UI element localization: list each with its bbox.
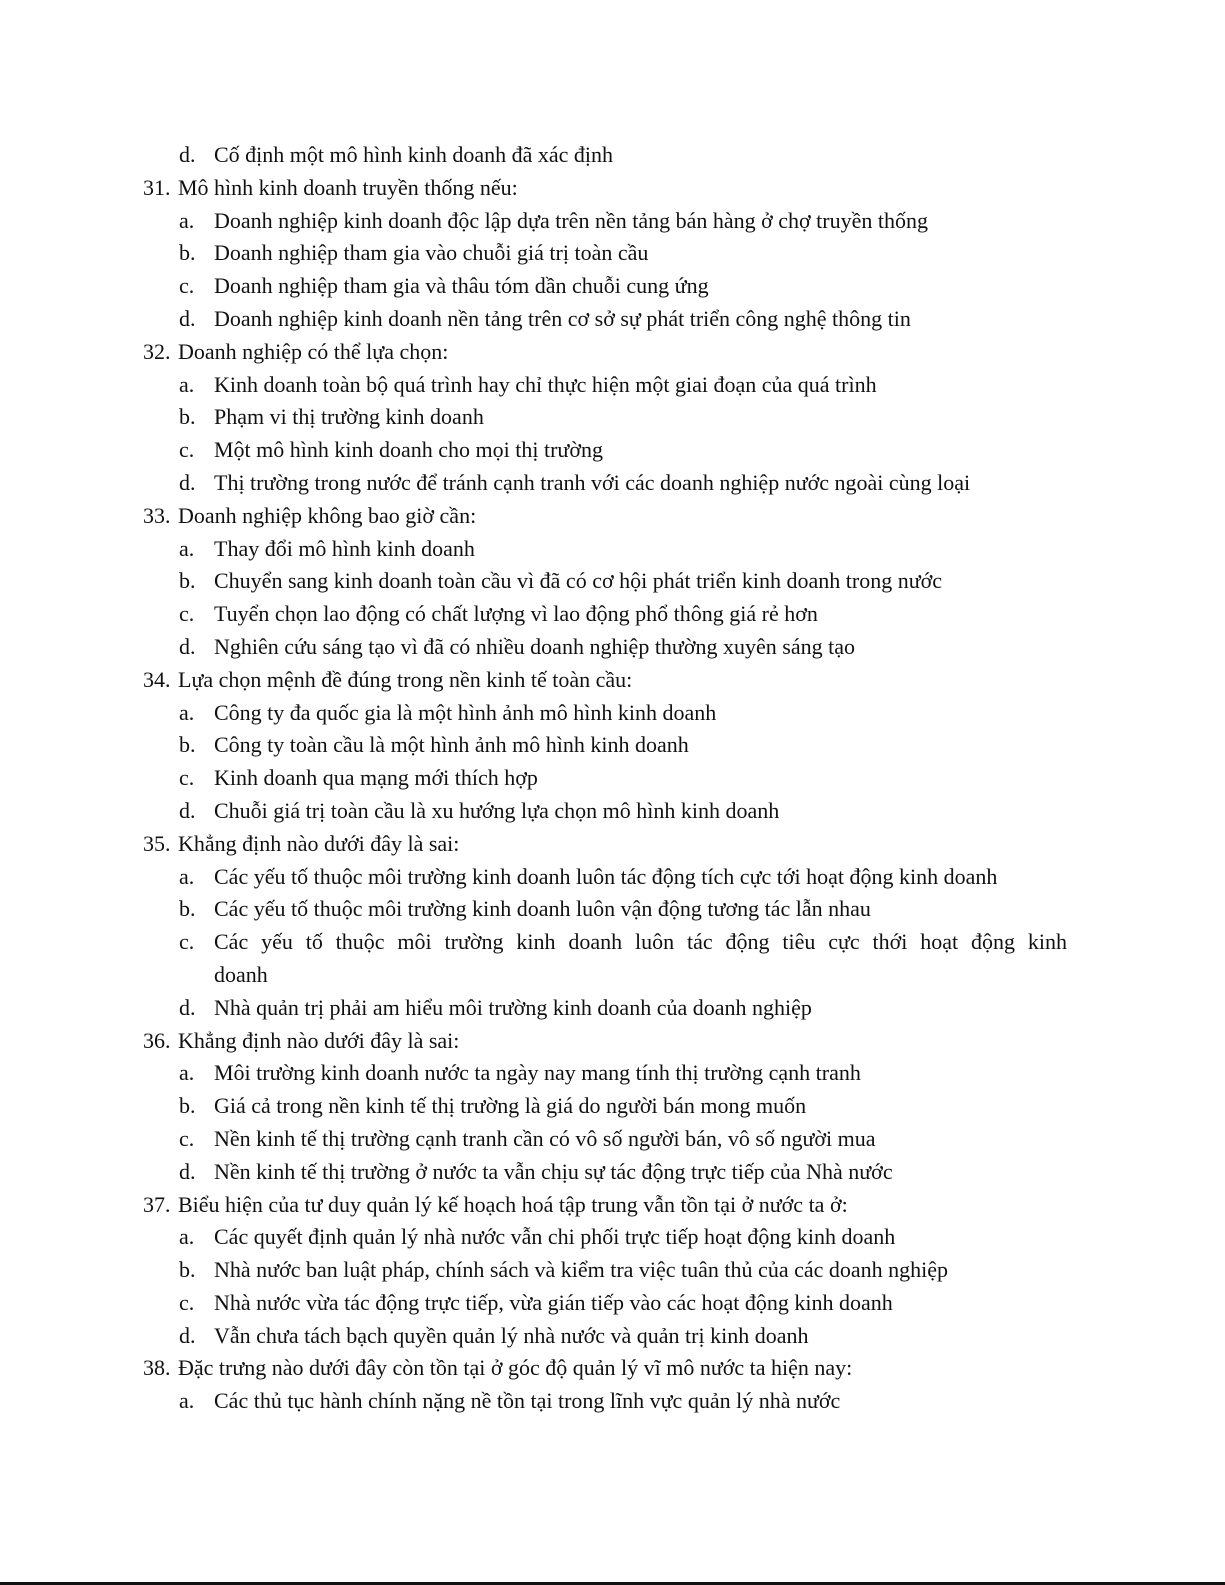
option-text: Công ty đa quốc gia là một hình ảnh mô hình kinh doanh <box>214 699 717 725</box>
option-line <box>0 795 1225 828</box>
option-line <box>0 992 1225 1025</box>
option-text: Nhà nước ban luật pháp, chính sách và kiểm tra việc tuân thủ của các doanh nghiệp <box>214 1257 949 1283</box>
question-31 <box>0 172 1225 205</box>
option-letter: b. <box>179 1257 196 1283</box>
option-line <box>0 303 1225 336</box>
option-letter: b. <box>179 896 196 922</box>
option-letter: a. <box>179 1224 195 1250</box>
question-37 <box>0 1189 1225 1222</box>
option-line <box>0 1057 1225 1090</box>
option-text: Chuyển sang kinh doanh toàn cầu vì đã có cơ hội phát triển kinh doanh trong nước <box>214 568 943 594</box>
option-letter: d. <box>179 994 196 1020</box>
question-text: Mô hình kinh doanh truyền thống nếu: <box>178 174 518 200</box>
option-line <box>0 729 1225 762</box>
option-letter: a. <box>179 1060 195 1086</box>
option-letter: c. <box>179 437 195 463</box>
option-line <box>0 434 1225 467</box>
question-text: Đặc trưng nào dưới đây còn tồn tại ở góc độ quản lý vĩ mô nước ta hiện nay: <box>178 1355 853 1381</box>
question-34 <box>0 664 1225 697</box>
option-letter: c. <box>179 1125 195 1151</box>
option-line <box>0 467 1225 500</box>
option-text: Các yếu tố thuộc môi trường kinh doanh luôn vận động tương tác lẫn nhau <box>214 896 871 922</box>
question-number: 35. <box>143 830 171 856</box>
question-number: 36. <box>143 1027 171 1053</box>
option-letter: d. <box>179 142 196 167</box>
option-line <box>0 237 1225 270</box>
option-text: Doanh nghiệp tham gia và thâu tóm dần chuỗi cung ứng <box>214 273 709 299</box>
option-letter: c. <box>179 601 195 627</box>
option-text: Nhà nước vừa tác động trực tiếp, vừa gián tiếp vào các hoạt động kinh doanh <box>214 1289 893 1315</box>
option-line <box>0 1221 1225 1254</box>
option-letter: d. <box>179 633 196 659</box>
question-text: Lựa chọn mệnh đề đúng trong nền kinh tế toàn cầu: <box>178 666 633 692</box>
option-line <box>0 762 1225 795</box>
question-number: 37. <box>143 1191 171 1217</box>
document-page <box>0 139 1225 1418</box>
option-line <box>0 401 1225 434</box>
option-line <box>0 533 1225 566</box>
option-line <box>0 697 1225 730</box>
option-line <box>0 1090 1225 1123</box>
option-text-continuation: doanh <box>214 961 268 987</box>
option-letter: a. <box>179 1388 195 1414</box>
option-text: Môi trường kinh doanh nước ta ngày nay mang tính thị trường cạnh tranh <box>214 1060 861 1086</box>
option-text: Phạm vi thị trường kinh doanh <box>214 404 484 430</box>
option-line <box>0 1320 1225 1353</box>
question-number: 33. <box>143 502 171 528</box>
option-line <box>0 1287 1225 1320</box>
option-letter: b. <box>179 404 196 430</box>
question-text: Doanh nghiệp có thể lựa chọn: <box>178 338 449 364</box>
option-text: Công ty toàn cầu là một hình ảnh mô hình kinh doanh <box>214 732 689 758</box>
option-text: Nền kinh tế thị trường ở nước ta vẫn chịu sự tác động trực tiếp của Nhà nước <box>214 1158 893 1184</box>
question-text: Khẳng định nào dưới đây là sai: <box>178 830 460 856</box>
option-letter: b. <box>179 568 196 594</box>
option-line <box>0 598 1225 631</box>
option-letter: d. <box>179 797 196 823</box>
option-text: Kinh doanh toàn bộ quá trình hay chỉ thực hiện một giai đoạn của quá trình <box>214 371 877 397</box>
option-text: Tuyển chọn lao động có chất lượng vì lao động phổ thông giá rẻ hơn <box>214 601 818 627</box>
option-text: Giá cả trong nền kinh tế thị trường là giá do người bán mong muốn <box>214 1093 807 1119</box>
option-text: Một mô hình kinh doanh cho mọi thị trường <box>214 437 603 463</box>
question-text: Biểu hiện của tư duy quản lý kế hoạch hoá tập trung vẫn tồn tại ở nước ta ở: <box>178 1191 848 1217</box>
option-letter: b. <box>179 1093 196 1119</box>
option-line <box>0 139 1225 172</box>
question-number: 34. <box>143 666 171 692</box>
option-text: Thay đổi mô hình kinh doanh <box>214 535 475 561</box>
option-text: Vẫn chưa tách bạch quyền quản lý nhà nước và quản trị kinh doanh <box>214 1322 809 1348</box>
option-continuation-line <box>0 959 1225 992</box>
question-text: Khẳng định nào dưới đây là sai: <box>178 1027 460 1053</box>
option-text: Thị trường trong nước để tránh cạnh tranh với các doanh nghiệp nước ngoài cùng loại <box>214 469 971 495</box>
option-letter: c. <box>179 765 195 791</box>
option-letter: d. <box>179 1322 196 1348</box>
option-letter: a. <box>179 371 195 397</box>
question-33 <box>0 500 1225 533</box>
option-text: Doanh nghiệp tham gia vào chuỗi giá trị toàn cầu <box>214 240 649 266</box>
option-text: Các yếu tố thuộc môi trường kinh doanh luôn tác động tiêu cực thới hoạt động kinh <box>214 929 1067 955</box>
option-letter: a. <box>179 863 195 889</box>
option-line <box>0 1156 1225 1189</box>
option-text: Nhà quản trị phải am hiểu môi trường kinh doanh của doanh nghiệp <box>214 994 812 1020</box>
option-text: Nghiên cứu sáng tạo vì đã có nhiều doanh nghiệp thường xuyên sáng tạo <box>214 633 855 659</box>
option-letter: c. <box>179 273 195 299</box>
option-text: Kinh doanh qua mạng mới thích hợp <box>214 765 538 791</box>
option-line <box>0 565 1225 598</box>
option-letter: a. <box>179 535 195 561</box>
option-text: Cố định một mô hình kinh doanh đã xác định <box>214 142 614 167</box>
option-text: Các quyết định quản lý nhà nước vẫn chi phối trực tiếp hoạt động kinh doanh <box>214 1224 896 1250</box>
question-36 <box>0 1025 1225 1058</box>
option-line <box>0 861 1225 894</box>
option-line <box>0 1123 1225 1156</box>
option-letter: a. <box>179 699 195 725</box>
question-35 <box>0 828 1225 861</box>
option-line <box>0 369 1225 402</box>
option-text: Doanh nghiệp kinh doanh nền tảng trên cơ sở sự phát triển công nghệ thông tin <box>214 305 911 331</box>
option-text: Các yếu tố thuộc môi trường kinh doanh luôn tác động tích cực tới hoạt động kinh doanh <box>214 863 998 889</box>
option-line <box>0 631 1225 664</box>
option-line <box>0 1385 1225 1418</box>
option-line <box>0 926 1225 959</box>
option-text: Nền kinh tế thị trường cạnh tranh cần có vô số người bán, vô số người mua <box>214 1125 876 1151</box>
option-letter: a. <box>179 207 195 233</box>
question-number: 38. <box>143 1355 171 1381</box>
option-line <box>0 205 1225 238</box>
option-letter: c. <box>179 1289 195 1315</box>
option-letter: d. <box>179 305 196 331</box>
option-letter: d. <box>179 1158 196 1184</box>
option-text: Chuỗi giá trị toàn cầu là xu hướng lựa chọn mô hình kinh doanh <box>214 797 780 823</box>
question-text: Doanh nghiệp không bao giờ cần: <box>178 502 477 528</box>
option-letter: b. <box>179 240 196 266</box>
option-text: Doanh nghiệp kinh doanh độc lập dựa trên nền tảng bán hàng ở chợ truyền thống <box>214 207 928 233</box>
question-number: 32. <box>143 338 171 364</box>
option-text: Các thủ tục hành chính nặng nề tồn tại trong lĩnh vực quản lý nhà nước <box>214 1388 841 1414</box>
question-38 <box>0 1352 1225 1385</box>
option-line <box>0 1254 1225 1287</box>
option-letter: c. <box>179 929 195 955</box>
question-number: 31. <box>143 174 171 200</box>
option-letter: b. <box>179 732 196 758</box>
option-line <box>0 270 1225 303</box>
option-line <box>0 893 1225 926</box>
option-letter: d. <box>179 469 196 495</box>
question-32 <box>0 336 1225 369</box>
